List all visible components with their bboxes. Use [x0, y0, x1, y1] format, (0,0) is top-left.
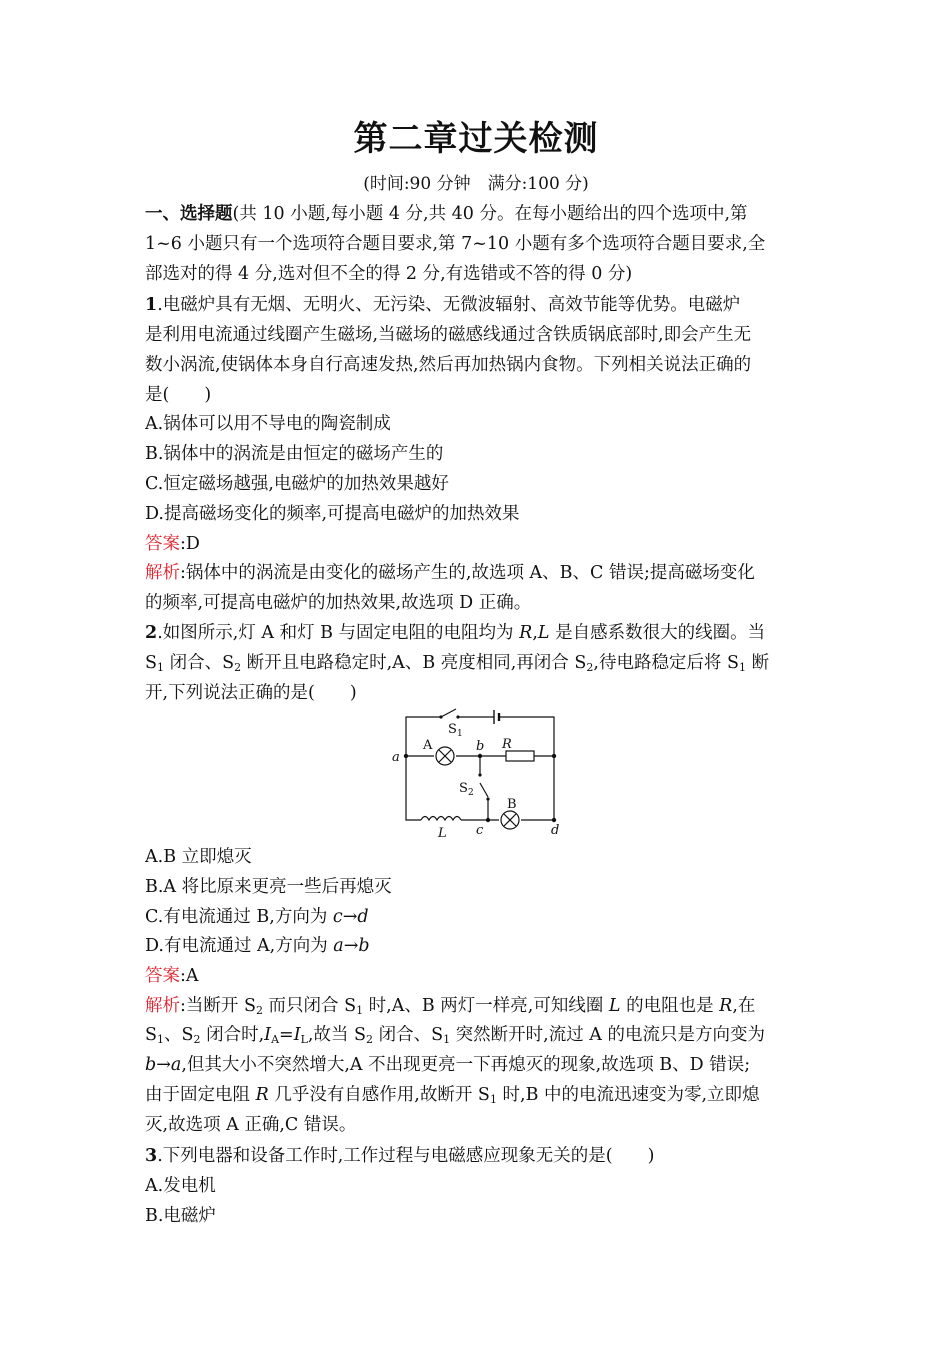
answer-label: 答案: [145, 534, 180, 554]
q1-stem-line: 是( ): [145, 385, 212, 405]
q2-analysis-line: 灭,故选项 A 正确,C 错误。: [145, 1115, 357, 1135]
svg-text:1: 1: [457, 729, 463, 739]
analysis-label: 解析: [145, 563, 180, 583]
q1-option-c: C.恒定磁场越强,电磁炉的加热效果越好: [145, 474, 449, 494]
q1-stem-line: 1.电磁炉具有无烟、无明火、无污染、无微波辐射、高效节能等优势。电磁炉: [145, 295, 741, 315]
label-c-node: c: [476, 823, 484, 838]
label-b-lamp: B: [507, 797, 517, 812]
label-r: R: [502, 737, 512, 752]
label-d-node: d: [551, 823, 560, 838]
label-b-node: b: [476, 739, 485, 754]
q2-analysis: 解析:当断开 $S_2$ 而只闭合 $S_1$ 时,A、B 两灯一样亮,可知线圈 L 的电阻也是 R,在: [145, 996, 756, 1017]
inductor-l: [421, 817, 461, 821]
section-desc-line: (共 10 小题,每小题 4 分,共 40 分。在每小题给出的四个选项中,第: [232, 204, 748, 224]
q1-number: 1: [145, 295, 158, 315]
label-l: L: [438, 826, 447, 841]
q2-stem-line: $S_1$ 闭合、$S_2$ 断开且电路稳定时,A、B 亮度相同,再闭合 $S_2$,待电路稳定后将 $S_1$ 断: [145, 653, 770, 674]
q1-option-a: A.锅体可以用不导电的陶瓷制成: [145, 414, 391, 434]
q3-option-b: B.电磁炉: [145, 1206, 216, 1226]
node-b: [478, 754, 482, 758]
q2-analysis-line: 由于固定电阻 R 几乎没有自感作用,故断开 $S_1$ 时,B 中的电流迅速变为零,立即熄: [145, 1085, 760, 1106]
q2-analysis-line: $S_1$、$S_2$ 闭合时$,I_A=I_L$,故当 $S_2$ 闭合、$S_1$ 突然断开时,流过 A 的电流只是方向变为: [145, 1025, 765, 1046]
node-d: [552, 818, 556, 822]
section-label: 一、选择题: [145, 204, 233, 224]
label-a-lamp: A: [423, 738, 433, 753]
q2-analysis-line: b→a,但其大小不突然增大,A 不出现更亮一下再熄灭的现象,故选项 B、D 错误;: [145, 1055, 751, 1075]
node-right: [552, 754, 556, 758]
q2-option-c: C.有电流通过 B,方向为 c→d: [145, 907, 369, 927]
label-s2: S: [459, 781, 468, 796]
section-desc-line: 部选对的得 4 分,选对但不全的得 2 分,有选错或不答的得 0 分): [145, 264, 633, 284]
page-title: 第二章过关检测: [353, 119, 599, 159]
switch-s1-blade: [441, 709, 456, 717]
section-desc-line: 1~6 小题只有一个选项符合题目要求,第 7~10 小题有多个选项符合题目要求,全: [145, 234, 766, 254]
q2-answer: 答案:A: [145, 966, 199, 986]
analysis-label: 解析: [145, 996, 180, 1016]
q2-number: 2: [145, 623, 158, 643]
answer-label: 答案: [145, 966, 180, 986]
resistor-r: [506, 751, 534, 761]
q3-stem: 3.下列电器和设备工作时,工作过程与电磁感应现象无关的是( ): [145, 1146, 655, 1166]
q2-option-b: B.A 将比原来更亮一些后再熄灭: [145, 877, 392, 897]
page-subtitle: (时间:90 分钟 满分:100 分): [363, 174, 589, 194]
circuit-diagram: [388, 706, 568, 842]
label-s1: S: [448, 722, 457, 737]
node-c: [486, 818, 490, 822]
q2-stem-line: 开,下列说法正确的是( ): [145, 683, 357, 703]
q2-option-a: A.B 立即熄灭: [145, 847, 252, 867]
switch-s2-blade: [480, 783, 488, 797]
label-a-node: a: [392, 750, 400, 765]
node-a: [404, 754, 408, 758]
svg-text:2: 2: [468, 788, 474, 798]
q1-stem-line: 是利用电流通过线圈产生磁场,当磁场的磁感线通过含铁质锅底部时,即会产生无: [145, 325, 752, 345]
q1-analysis: 解析:锅体中的涡流是由变化的磁场产生的,故选项 A、B、C 错误;提高磁场变化: [145, 563, 755, 583]
q1-option-b: B.锅体中的涡流是由恒定的磁场产生的: [145, 444, 444, 464]
q1-stem-line: 数小涡流,使锅体本身自行高速发热,然后再加热锅内食物。下列相关说法正确的: [145, 355, 752, 375]
q3-number: 3: [145, 1146, 158, 1166]
q1-option-d: D.提高磁场变化的频率,可提高电磁炉的加热效果: [145, 504, 520, 524]
q1-analysis-line: 的频率,可提高电磁炉的加热效果,故选项 D 正确。: [145, 593, 532, 613]
q1-answer: 答案:D: [145, 534, 200, 554]
q2-option-d: D.有电流通过 A,方向为 a→b: [145, 936, 370, 956]
q3-option-a: A.发电机: [145, 1176, 216, 1196]
q2-stem-line: 2.如图所示,灯 A 和灯 B 与固定电阻的电阻均为 R,L 是自感系数很大的线圈。当: [145, 623, 766, 643]
section-header: [145, 202, 810, 226]
